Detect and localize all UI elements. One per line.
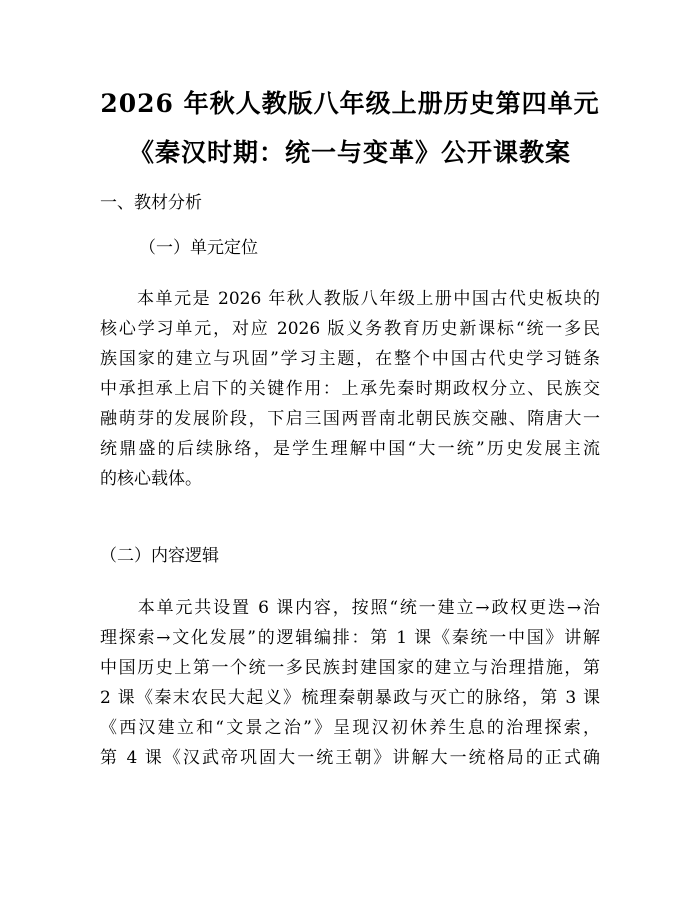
paragraph-line: 的核心载体。	[100, 469, 202, 489]
paragraph-line: 《西汉建立和“文景之治”》呈现汉初休养生息的治理探索，	[100, 718, 600, 738]
section-heading-teaching-material-analysis: 一、教材分析	[100, 193, 202, 213]
paragraph-line: 族国家的建立与巩固”学习主题，在整个中国古代史学习链条	[100, 349, 600, 369]
paragraph-line: 本单元共设置 6 课内容，按照“统一建立→政权更迭→治	[100, 598, 600, 618]
paragraph-line: 中承担承上启下的关键作用：上承先秦时期政权分立、民族交	[100, 379, 600, 399]
paragraph-line: 统鼎盛的后续脉络，是学生理解中国“大一统”历史发展主流	[100, 439, 600, 459]
subsection-heading-content-logic: （二）内容逻辑	[100, 546, 219, 566]
subsection-heading-unit-positioning: （一）单元定位	[139, 238, 258, 258]
paragraph-unit-positioning	[100, 284, 600, 494]
paragraph-line: 中国历史上第一个统一多民族封建国家的建立与治理措施，第	[100, 658, 600, 678]
paragraph-line: 融萌芽的发展阶段，下启三国两晋南北朝民族交融、隋唐大一	[100, 409, 600, 429]
paragraph-line: 理探索→文化发展”的逻辑编排：第 1 课《秦统一中国》讲解	[100, 628, 600, 648]
paragraph-line: 本单元是 2026 年秋人教版八年级上册中国古代史板块的	[100, 289, 600, 309]
paragraph-line: 核心学习单元，对应 2026 版义务教育历史新课标“统一多民	[100, 319, 600, 339]
paragraph-content-logic	[100, 593, 600, 773]
paragraph-line: 2 课《秦末农民大起义》梳理秦朝暴政与灭亡的脉络，第 3 课	[100, 688, 600, 708]
document-title-line-1: 2026 年秋人教版八年级上册历史第四单元	[100, 89, 600, 118]
document-title-line-2: 《秦汉时期：统一与变革》公开课教案	[128, 138, 571, 167]
paragraph-line: 第 4 课《汉武帝巩固大一统王朝》讲解大一统格局的正式确	[100, 748, 600, 768]
